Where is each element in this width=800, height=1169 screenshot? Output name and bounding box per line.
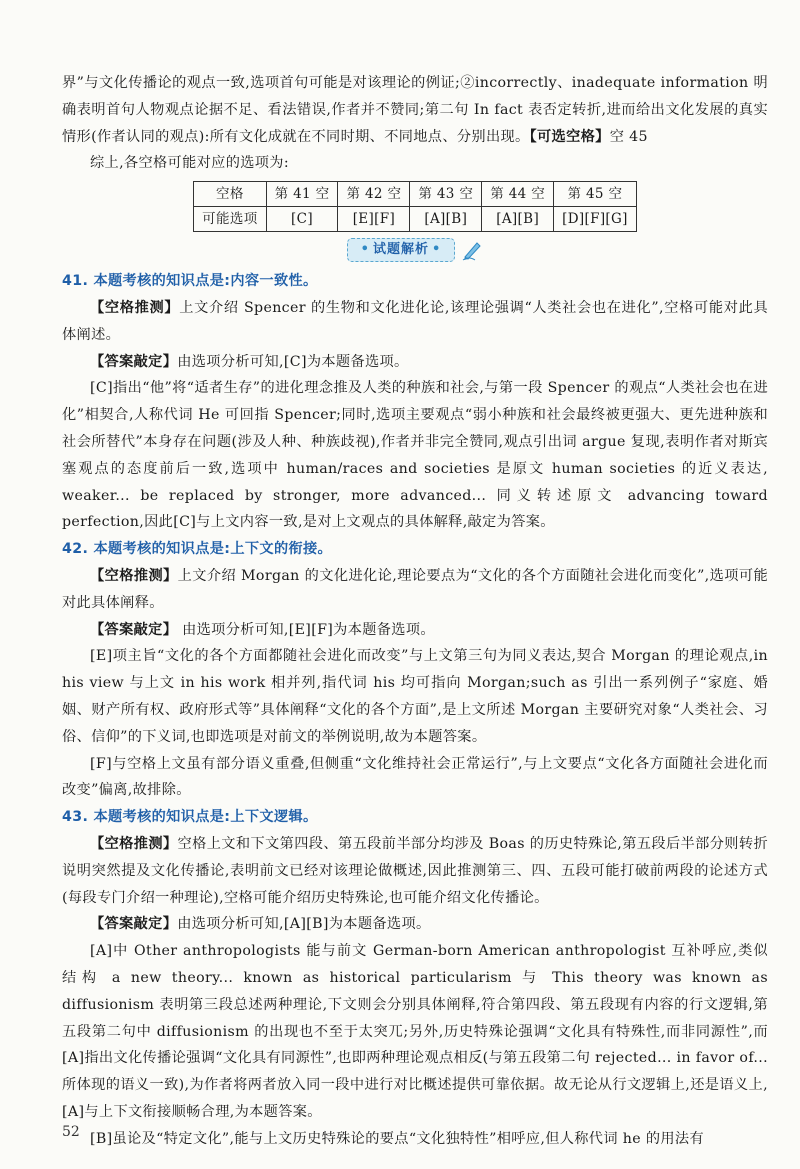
q43-guess: 【空格推测】空格上文和下文第四段、第五段前半部分均涉及 Boas 的历史特殊论,第五段后半部分则转折说明突然提及文化传播论,表明前文已经对该理论做概述,因此推测第三、四、五段可能打破前两段的论述方式(每段专门介绍一种理论),空格可能介绍历史特殊论,也可能介绍文化传播论。	[62, 835, 769, 906]
table-cell: [D][F][G]	[554, 207, 637, 232]
table-row	[194, 182, 637, 207]
table-cell: 可能选项	[194, 207, 266, 232]
banner-dot-right: •	[432, 241, 442, 257]
q41-heading: 41. 本题考核的知识点是:内容一致性。	[62, 273, 318, 290]
q42-guess: 【空格推测】上文介绍 Morgan 的文化进化论,理论要点为“文化的各个方面随社会进化而变化”,选项可能对此具体阐释。	[62, 567, 768, 611]
page-content	[62, 70, 768, 1152]
page-number: 52	[62, 1124, 80, 1140]
q43-answer: 【答案敲定】由选项分析可知,[A][B]为本题备选项。	[90, 916, 431, 933]
table-cell: [C]	[266, 207, 338, 232]
table-cell: 第 41 空	[266, 182, 338, 207]
q43-analysis-a: [A]中 Other anthropologists 能与前文 German-born American anthropologist 互补呼应,类似结构 a new theory... known as historical particularism 与 This theory was known as diffusionism 表明第三段总述两种理论,下文则会分别具体阐释,符合第四段、第五段现有内容的行文逻辑,第五段第二句中 diffusionism 的出现也不至于太突兀;另外,历史特殊论强调“文化具有特殊性,而非同源性”,而[A]指出文化传播论强调“文化具有同源性”,也即两种理论观点相反(与第五段第二句 rejected... in favor of... 所体现的语义一致),为作者将两者放入同一段中进行对比概述提供可靠依据。故无论从行文逻辑上,还是语义上,[A]与上下文衔接顺畅合理,为本题答案。	[62, 943, 768, 1120]
table-cell: 第 42 空	[338, 182, 410, 207]
table-cell: [E][F]	[338, 207, 410, 232]
table-cell: 第 43 空	[410, 182, 482, 207]
intro-paragraph: 界”与文化传播论的观点一致,选项首句可能是对该理论的例证;②incorrectly、inadequate information 明确表明首句人物观点论据不足、看法错误,作者并不赞同;第二句 In fact 表否定转折,进而给出文化发展的真实情形(作者认同的观点):所有文化成就在不同时期、不同地点、分别出现。【可选空格】空 45	[62, 75, 768, 145]
q42-analysis-f: [F]与空格上文虽有部分语义重叠,但侧重“文化维持社会正常运行”,与上文要点“文化各方面随社会进化而改变”偏离,故排除。	[62, 755, 768, 799]
q42-answer: 【答案敲定】 由选项分析可知,[E][F]为本题备选项。	[90, 621, 435, 638]
q42-analysis-e: [E]项主旨“文化的各个方面都随社会进化而改变”与上文第三句为同义表达,契合 Morgan 的理论观点,in his view 与上文 in his work 相并列,指代词 his 均可指向 Morgan;such as 引出一系列例子“家庭、婚姻、财产所有权、政府形式等”具体阐释“文化的各个方面”,是上文所述 Morgan 主要研究对象“人类社会、习俗、信仰”的下义词,也即选项是对前文的举例说明,故为本题答案。	[62, 648, 768, 745]
table-cell: [A][B]	[410, 207, 482, 232]
option-blank-tag: 【可选空格】	[529, 128, 610, 145]
q41-answer: 【答案敲定】由选项分析可知,[C]为本题备选项。	[90, 353, 409, 370]
pen-icon	[461, 239, 483, 261]
q43-heading: 43. 本题考核的知识点是:上下文逻辑。	[62, 809, 318, 826]
q42-heading: 42. 本题考核的知识点是:上下文的衔接。	[62, 541, 333, 558]
section-banner-label: • 试题解析 •	[347, 238, 456, 262]
table-cell: 第 45 空	[554, 182, 637, 207]
banner-dot-left: •	[360, 241, 370, 257]
q43-analysis-b: [B]虽论及“特定文化”,能与上文历史特殊论的要点“文化独特性”相呼应,但人称代词 he 的用法有	[90, 1130, 704, 1147]
q41-analysis: [C]指出“他”将“适者生存”的进化理念推及人类的种族和社会,与第一段 Spencer 的观点“人类社会也在进化”相契合,人称代词 He 可回指 Spencer;同时,选项主要观点“弱小种族和社会最终被更强大、更先进种族和社会所替代”本身存在问题(涉及人种、种族歧视),作者并非完全赞同,观点引出词 argue 复现,表明作者对斯宾塞观点的态度前后一致,选项中 human/races and societies 是原文 human societies 的近义表达, weaker... be replaced by stronger, more advanced... 同义转述原文 advancing toward perfection,因此[C]与上文内容一致,是对上文观点的具体解释,敲定为答案。	[62, 380, 768, 531]
summary-line: 综上,各空格可能对应的选项为:	[90, 155, 289, 172]
options-table-wrap	[62, 181, 768, 232]
table-cell: 第 44 空	[482, 182, 554, 207]
table-row	[194, 207, 637, 232]
q41-guess: 【空格推测】上文介绍 Spencer 的生物和文化进化论,该理论强调“人类社会也在进化”,空格可能对此具体阐述。	[62, 299, 768, 343]
table-cell: 空格	[194, 182, 266, 207]
table-cell: [A][B]	[482, 207, 554, 232]
options-table	[193, 181, 637, 232]
section-banner	[62, 238, 768, 262]
